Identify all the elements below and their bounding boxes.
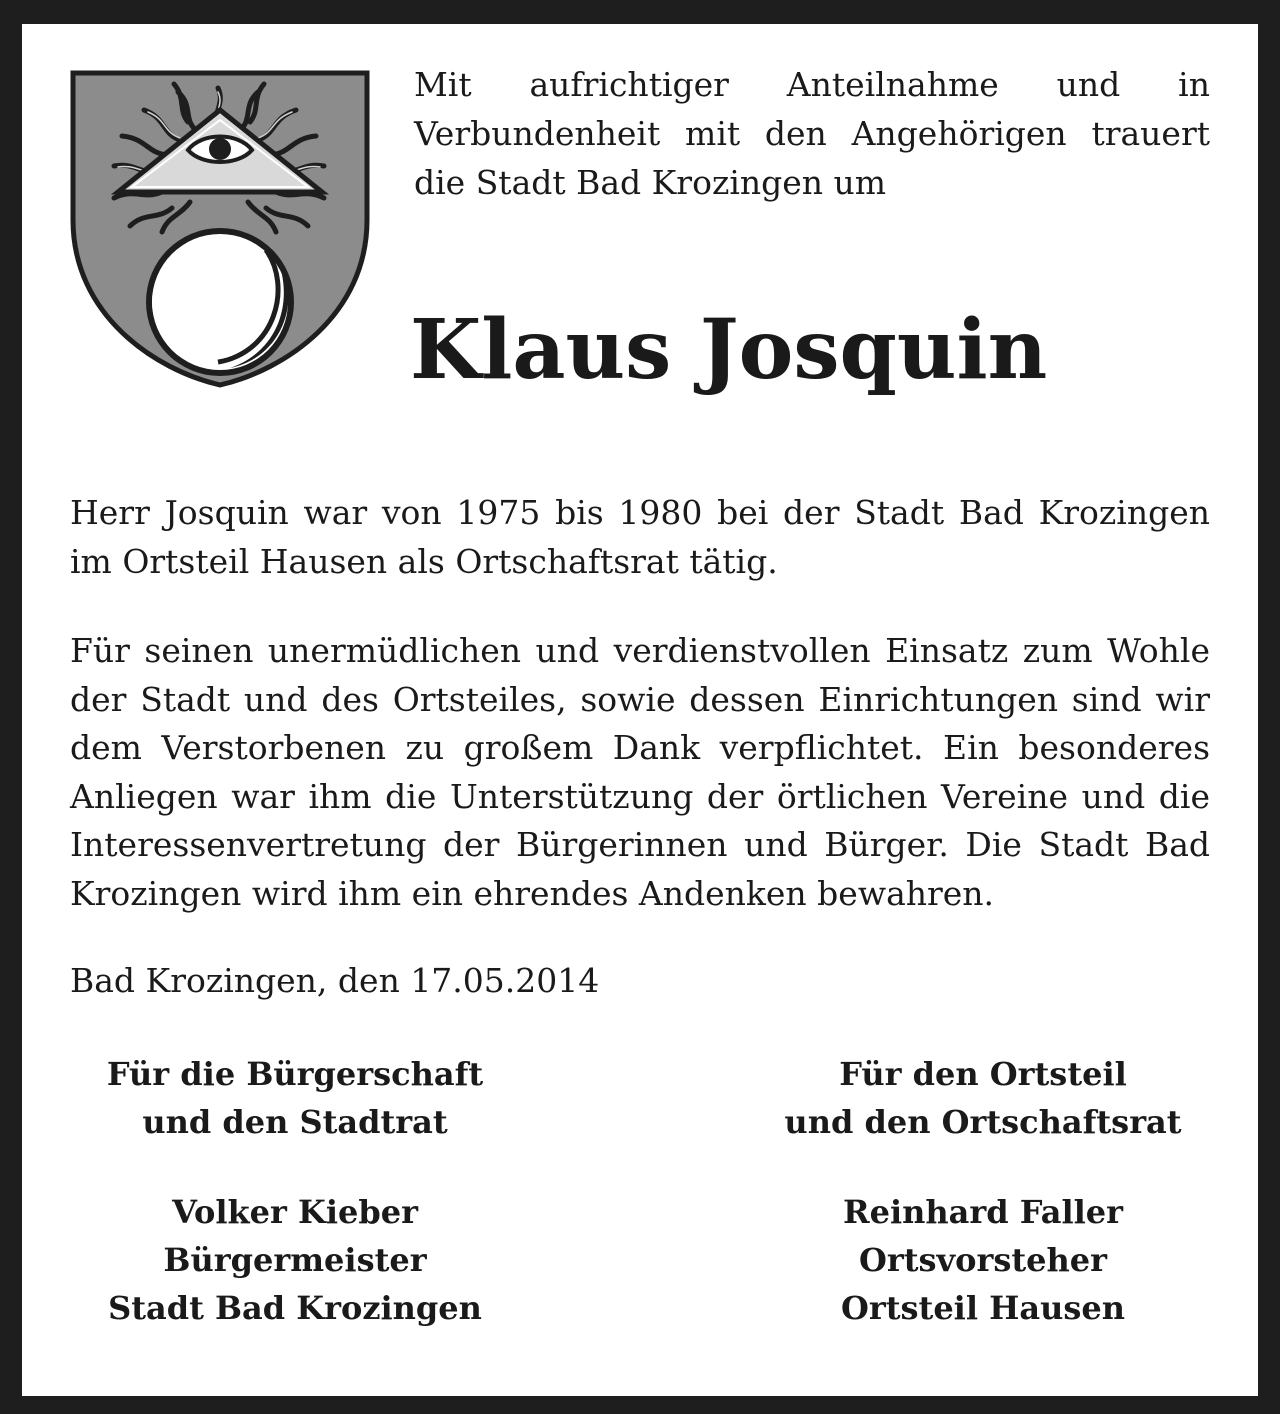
signer-title: Ortsvorsteher: [859, 1241, 1107, 1279]
coat-of-arms-icon: [70, 70, 370, 388]
signature-for-line2: und den Ortschaftsrat: [784, 1103, 1182, 1141]
signature-block-left: [15, 1050, 575, 1332]
paragraph-career: Herr Josquin war von 1975 bis 1980 bei der Stadt Bad Krozingen im Ortsteil Hausen als Ortschaftsrat tätig.: [70, 493, 1210, 581]
signature-spacer: [703, 1146, 1263, 1188]
signature-for-line1: Für die Bürgerschaft: [106, 1055, 484, 1093]
signature-spacer: [15, 1146, 575, 1188]
signer-name: Volker Kieber: [172, 1193, 418, 1231]
signer-name: Reinhard Faller: [843, 1193, 1123, 1231]
signature-for-line1: Für den Ortsteil: [839, 1055, 1127, 1093]
paragraph-tribute: Für seinen unermüdlichen und verdienstvollen Einsatz zum Wohle der Stadt und des Ortsteiles, sowie dessen Einrichtungen sind wir dem Verstorbenen zu großem Dank verpflichtet. Ein besonderes Anliegen war ihm die Unterstützung der örtlichen Vereine und die Interessenvertretung der Bürgerinnen und Bürger. Die Stadt Bad Krozingen wird ihm ein ehrendes Andenken bewahren.: [70, 631, 1210, 913]
signer-org: Ortsteil Hausen: [841, 1289, 1125, 1327]
deceased-name: Klaus Josquin: [410, 302, 1048, 398]
intro-text: Mit aufrichtiger Anteilnahme und in Verbundenheit mit den Angehörigen trauert die Stadt Bad Krozingen um: [414, 65, 1210, 202]
signature-for-line2: und den Stadtrat: [142, 1103, 448, 1141]
place-date: Bad Krozingen, den 17.05.2014: [70, 961, 600, 1000]
signer-org: Stadt Bad Krozingen: [108, 1289, 482, 1327]
signature-block-right: [703, 1050, 1263, 1332]
signer-title: Bürgermeister: [163, 1241, 427, 1279]
